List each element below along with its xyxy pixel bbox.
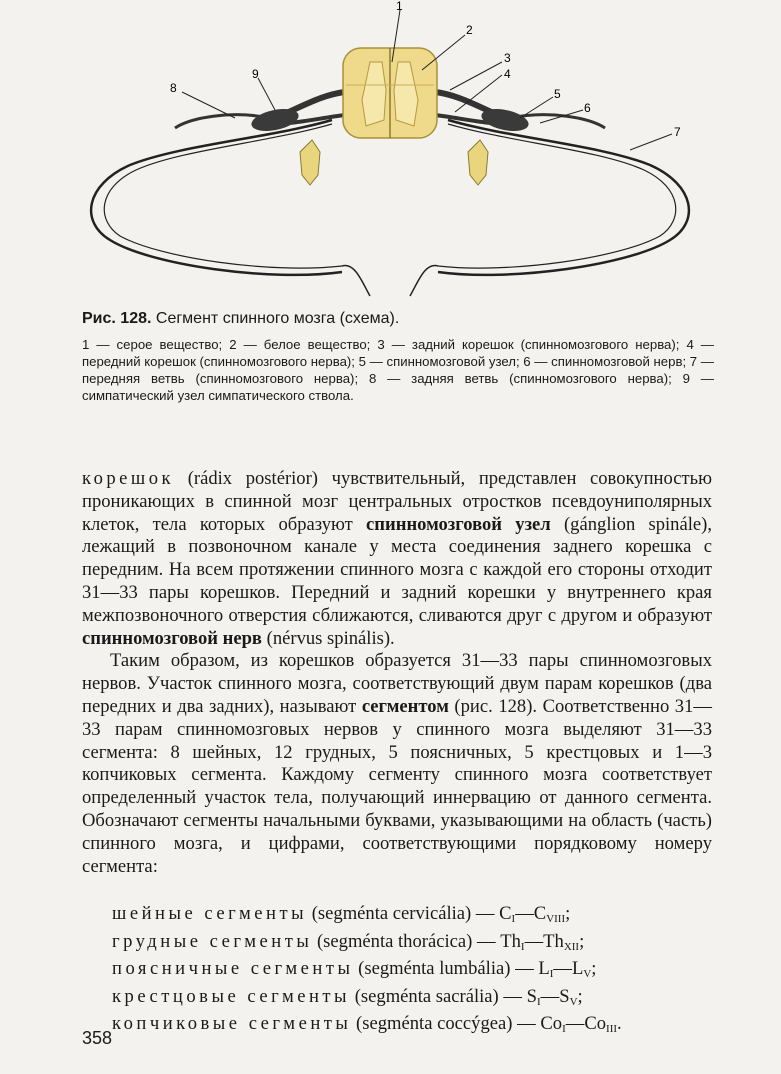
term-spinal-nerve: спинномозговой нерв — [82, 627, 262, 649]
segment-start-sub: I — [549, 968, 554, 980]
segment-item — [112, 931, 712, 959]
segment-name: шейные сегменты — [112, 903, 308, 924]
leader-9 — [258, 78, 275, 110]
ventral-left — [342, 265, 370, 296]
figure-caption — [82, 310, 714, 404]
segment-item — [112, 1013, 712, 1041]
segment-start: Th — [500, 930, 521, 952]
term-segment: сегментом — [361, 695, 449, 717]
p2-text-b: (рис. 128). Соответственно 31—33 парам спинномозговых нервов у спинного мозга выделяют 31—33 сегмента: 8 шейных, 12 грудных, 5 поясничных, 5 крестцовых и 1—3 копчиковых сегмента. Каждому сегменту спинного мозга соответствует определенный участок тела, получающий иннервацию от данного сегмента. Обозначают сегменты начальными буквами, указывающими на область (часть) спинного мозга, и цифрами, соответствующими порядковому номеру сегмента: — [82, 695, 712, 877]
sympathetic-ganglion-left — [300, 140, 320, 185]
segment-punct: ; — [577, 985, 583, 1007]
label-6: 6 — [584, 101, 591, 115]
segment-punct: ; — [579, 930, 585, 952]
segment-start-sub: I — [562, 1023, 566, 1035]
segment-punct: ; — [565, 903, 571, 924]
segment-end: S — [559, 985, 570, 1007]
label-4: 4 — [504, 67, 511, 81]
segment-latin: (segménta thorácica) — — [312, 930, 501, 952]
segment-item — [112, 903, 712, 931]
segment-end-sub: III — [606, 1023, 618, 1035]
segment-start: L — [538, 958, 550, 979]
segment-end: L — [571, 958, 584, 979]
body-wall-right — [438, 120, 689, 275]
segment-end-sub: V — [583, 968, 592, 980]
segment-start-sub: I — [511, 913, 516, 925]
segment-punct: . — [617, 1013, 622, 1034]
segment-start: Co — [540, 1013, 563, 1034]
segment-latin: (segménta coccýgea) — — [351, 1013, 541, 1034]
ventral-right — [410, 265, 438, 296]
body-text — [82, 468, 712, 878]
segment-dash: — — [524, 930, 544, 952]
label-7: 7 — [674, 125, 681, 139]
leader-7 — [630, 134, 672, 150]
segment-end-sub: V — [569, 995, 578, 1008]
p2-text-a: Таким образом, из корешков образуется 31—33 пары спинномозговых нервов. Участок спинного мозга, соответствующий двум парам корешков (два передних и два задних), называют — [82, 650, 712, 717]
label-1: 1 — [396, 0, 403, 13]
caption-title — [82, 310, 714, 328]
segment-name: крестцовые сегменты — [112, 985, 351, 1007]
segment-name: грудные сегменты — [112, 930, 313, 952]
caption-legend: 1 — серое вещество; 2 — белое вещество; 3 — задний корешок (спинномозгового нерва); 4 — передний корешок (спинномозгового нерва); 5 — спинномозговой узел; 6 — спинномозговой нерв; 7 — передняя ветвь (спинномозгового нерва); 8 — задняя ветвь (спинномозгового нерва); 9 — симпатический узел симпатического ствола. — [82, 337, 714, 403]
segment-item — [112, 986, 712, 1014]
label-9: 9 — [252, 67, 259, 81]
paragraph-1 — [82, 468, 712, 650]
body-wall-right-inner — [438, 124, 676, 268]
label-8: 8 — [170, 81, 177, 95]
sympathetic-ganglion-right — [468, 140, 488, 185]
segment-dash: — — [553, 958, 572, 979]
segment-latin: (segménta lumbália) — — [353, 958, 539, 979]
segment-dash: — — [515, 903, 534, 924]
body-wall-left — [91, 120, 342, 275]
label-3: 3 — [504, 51, 511, 65]
p1-text-b: (gánglion spinále), лежащий в позвоночном канале у места соединения заднего корешка с передним. На всем протяжении спинного мозга с каждой его стороны отходит 31—33 пары корешков. Передний и задний корешки у внутреннего края межпозвоночного отверстия сближаются, сливаются друг с другом и образуют — [82, 513, 712, 626]
segment-dash: — — [565, 1013, 585, 1034]
segment-start-sub: I — [520, 940, 525, 953]
label-2: 2 — [466, 23, 473, 37]
segment-item — [112, 958, 712, 986]
leader-8 — [182, 92, 235, 118]
term-posterior-root: корешок — [82, 468, 175, 489]
leader-3 — [450, 62, 502, 90]
segment-latin: (segménta sacrália) — — [350, 985, 527, 1007]
segment-end: Th — [543, 930, 564, 952]
segment-latin: (segménta cervicália) — — [307, 903, 500, 924]
caption-label: Рис. 128. — [82, 310, 152, 327]
segment-list — [112, 903, 712, 1041]
segment-name: копчиковые сегменты — [112, 1013, 352, 1034]
p1-text-c: (nérvus spinális). — [261, 627, 395, 649]
segment-start: C — [499, 903, 512, 924]
segment-end-sub: VIII — [546, 913, 566, 925]
segment-start-sub: I — [536, 995, 541, 1008]
p1-text-a: (rádix postérior) чувствительный, представлен совокупностью проникающих в спинной мозг центральных отростков псевдоуниполярных клеток, тела которых образуют — [82, 468, 712, 535]
segment-punct: ; — [591, 958, 597, 979]
label-5: 5 — [554, 87, 561, 101]
segment-dash: — — [540, 985, 560, 1007]
term-spinal-ganglion: спинномозговой узел — [366, 513, 551, 535]
segment-end: Co — [584, 1013, 607, 1034]
caption-title-text: Сегмент спинного мозга (схема). — [155, 310, 400, 327]
spinal-segment-figure — [70, 0, 710, 305]
segment-name: поясничные сегменты — [112, 958, 354, 979]
segment-end: C — [533, 903, 547, 924]
page-number: 358 — [82, 1028, 113, 1048]
spinal-segment-diagram — [70, 0, 710, 305]
segment-end-sub: XII — [563, 940, 580, 953]
segment-start: S — [526, 985, 537, 1007]
paragraph-2 — [82, 650, 712, 878]
